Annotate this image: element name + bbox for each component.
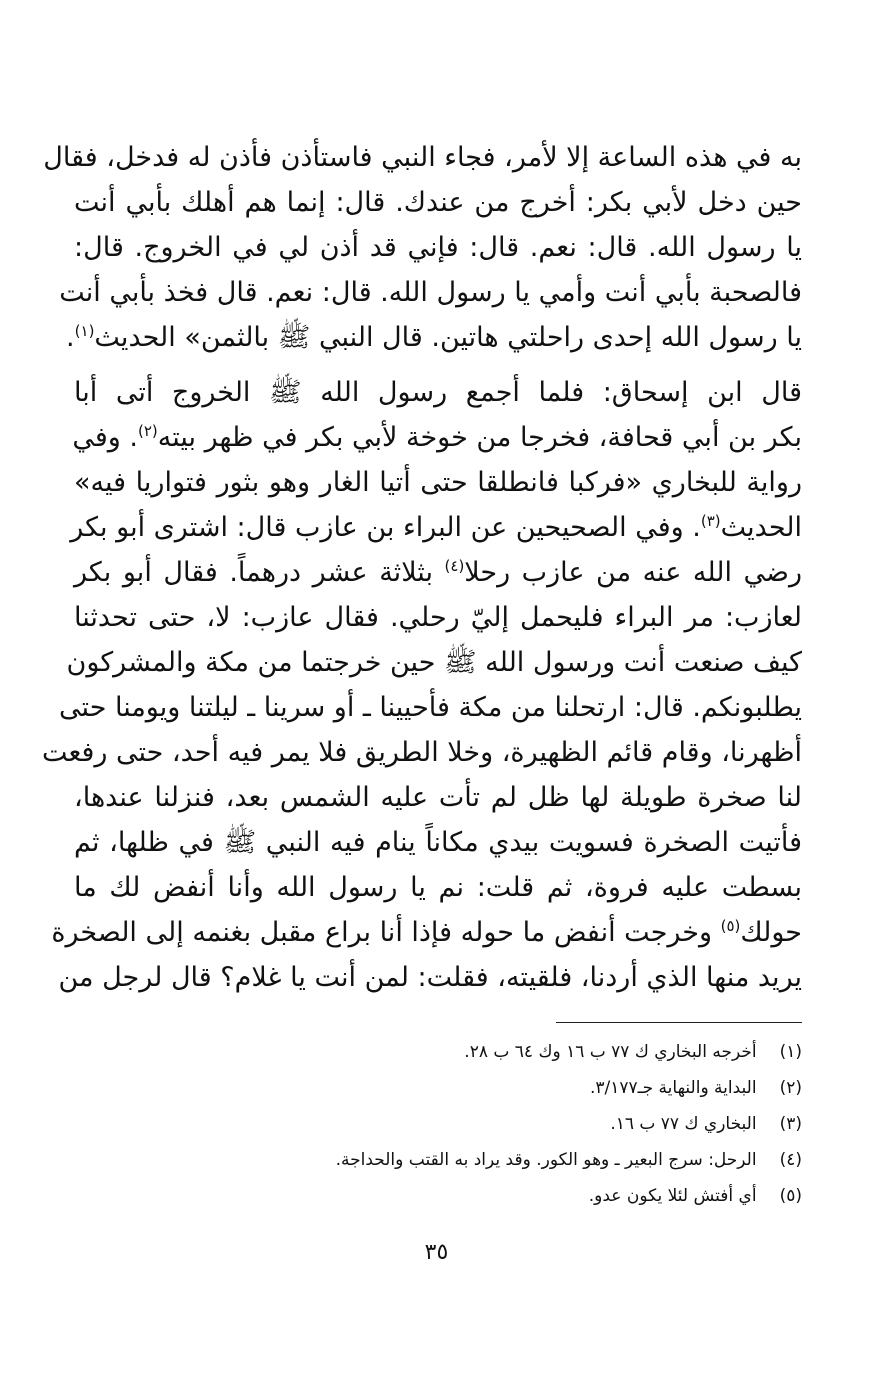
text-line: يريد منها الذي أردنا، فلقيته، فقلت: لمن أنت يا غلام؟ قال لرجل من bbox=[58, 962, 802, 993]
text-line: بسطت عليه فروة، ثم قلت: نم يا رسول الله وأنا أنفض لك ما bbox=[74, 872, 802, 903]
footnote-number: (٢) bbox=[779, 1078, 802, 1098]
text-line: لنا صخرة طويلة لها ظل لم تأت عليه الشمس بعد، فنزلنا عندها، bbox=[74, 782, 802, 813]
text-line: به في هذه الساعة إلا لأمر، فجاء النبي فاستأذن فأذن له فدخل، فقال bbox=[43, 142, 802, 173]
footnote-text: الرحل: سرج البعير ـ وهو الكور. وقد يراد به القتب والحداجة. bbox=[335, 1150, 757, 1170]
footnote-number: (٣) bbox=[779, 1114, 802, 1134]
footnote-number: (٤) bbox=[779, 1150, 802, 1170]
text-line: لعازب: مر البراء فليحمل إليّ رحلي. فقال عازب: لا، حتى تحدثنا bbox=[74, 602, 802, 633]
footnote-ref: (٣) bbox=[700, 512, 721, 530]
footnotes bbox=[200, 1034, 802, 1214]
text-line: حين دخل لأبي بكر: أخرج من عندك. قال: إنما هم أهلك بأبي أنت bbox=[74, 187, 802, 218]
footnote-ref: (٥) bbox=[720, 917, 741, 935]
text-line: فالصحبة بأبي أنت وأمي يا رسول الله. قال: نعم. قال فخذ بأبي أنت bbox=[59, 277, 802, 308]
text-line: يا رسول الله إحدى راحلتي هاتين. قال النبي ﷺ بالثمن» الحديث$^{(١)}$. bbox=[66, 322, 802, 353]
footnote-number: (١) bbox=[779, 1042, 802, 1062]
footnote-ref: (٢) bbox=[138, 422, 158, 440]
text-line: حولك$^{(٥)}$ وخرجت أنفض ما حوله فإذا أنا براع مقبل بغنمه إلى الصخرة bbox=[51, 917, 802, 948]
footnote-item bbox=[200, 1178, 802, 1214]
footnote-item bbox=[200, 1106, 802, 1142]
footnote-text: البداية والنهاية جـ٣/١٧٧. bbox=[589, 1078, 757, 1098]
page-number: ٣٥ bbox=[424, 1240, 449, 1265]
footnote-number: (٥) bbox=[779, 1186, 802, 1206]
text-line: أظهرنا، وقام قائم الظهيرة، وخلا الطريق فلا يمر فيه أحد، حتى رفعت bbox=[41, 737, 802, 768]
text-line: يا رسول الله. قال: نعم. قال: فإني قد أذن لي في الخروج. قال: bbox=[74, 232, 802, 263]
text-line: يطلبونكم. قال: ارتحلنا من مكة فأحيينا ـ أو سرينا ـ ليلتنا ويومنا حتى bbox=[59, 692, 802, 723]
text-line: بكر بن أبي قحافة، فخرجا من خوخة لأبي بكر في ظهر بيته$^{(٢)}$. وفي bbox=[72, 422, 802, 453]
footnote-ref: (٤) bbox=[444, 557, 465, 575]
paragraph-2 bbox=[41, 370, 802, 1000]
text-line: فأتيت الصخرة فسويت بيدي مكاناً ينام فيه النبي ﷺ في ظلها، ثم bbox=[74, 827, 802, 858]
footnote-text: البخاري ك ٧٧ ب ١٦. bbox=[610, 1114, 757, 1134]
footnote-text: أي أفتش لئلا يكون عدو. bbox=[588, 1186, 757, 1206]
text-line: الحديث$^{(٣)}$. وفي الصحيحين عن البراء بن عازب قال: اشترى أبو بكر bbox=[70, 512, 802, 543]
footnote-item bbox=[200, 1034, 802, 1070]
paragraph-1 bbox=[43, 135, 802, 360]
text-line: رضي الله عنه من عازب رحلا$^{(٤)}$ بثلاثة عشر درهماً. فقال أبو بكر bbox=[74, 557, 802, 588]
footnote-separator bbox=[556, 1022, 802, 1023]
text-line: رواية للبخاري «فركبا فانطلقا حتى أتيا الغار وهو بثور فتواريا فيه» bbox=[74, 467, 802, 498]
footnote-ref: (١) bbox=[74, 322, 95, 340]
text-line: قال ابن إسحاق: فلما أجمع رسول الله ﷺ الخروج أتى أبا bbox=[74, 377, 802, 408]
footnote-item bbox=[200, 1070, 802, 1106]
footnote-text: أخرجه البخاري ك ٧٧ ب ١٦ وك ٦٤ ب ٢٨. bbox=[464, 1042, 757, 1062]
text-line: كيف صنعت أنت ورسول الله ﷺ حين خرجتما من مكة والمشركون bbox=[66, 647, 802, 678]
footnote-item bbox=[200, 1142, 802, 1178]
